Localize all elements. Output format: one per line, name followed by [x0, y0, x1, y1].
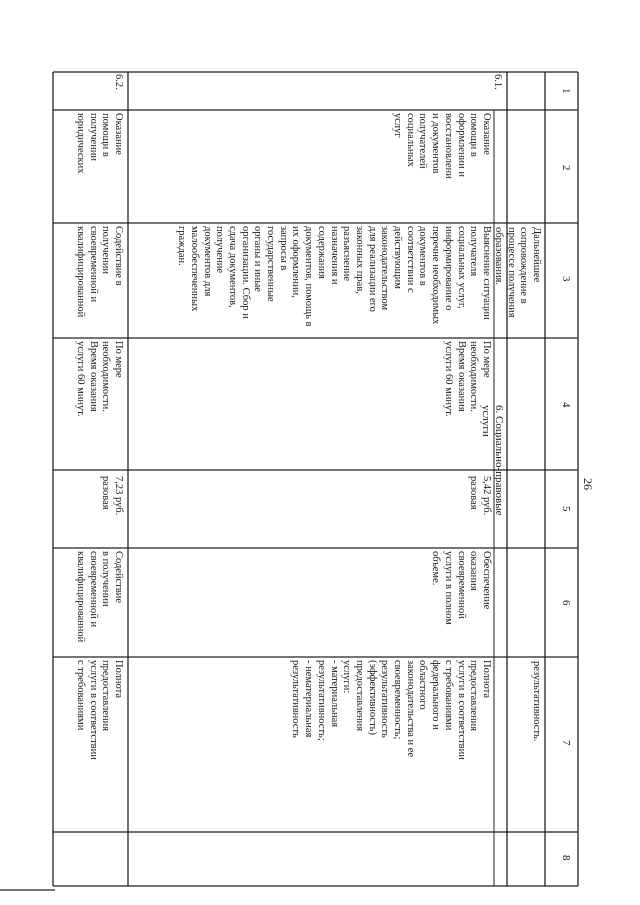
row-6-2-schedule: По мере необходимости. Время оказания услуги 60 минут. [74, 341, 124, 417]
row-6-2-conditions: Содействие в получении своевременной и квалифицированной [74, 551, 124, 643]
row-6-1-description: Выяснение ситуации получателя социальных услуг, информирование о перечне необходимых документов в соответствии с действующим законодательством для реализации его законных прав, разъяснение назначения и содержания документов, помощь в их оформлении, запросы в государственные органы и иные организации. Сбор и сдача документов, получение документов для малообеспеченных граждан. [176, 226, 492, 327]
section-title: 6. Социально-правовые услуги [480, 405, 505, 516]
row-6-1-conditions: Обеспечение оказания своевременной услуги в полном объеме. [430, 551, 492, 625]
column-number-3: 3 [560, 276, 572, 282]
row-6-2-price: 7,23 руб. разовая [100, 476, 124, 516]
row-6-2-service: Оказание помощи в получении юридических [74, 113, 124, 174]
column-number-2: 2 [560, 165, 572, 171]
row-6-2-quality: Полнота предоставления услуги в соответствии с требованиями [74, 660, 124, 760]
row-6-2-description: Содействие в получении своевременной и квалифицированной [74, 226, 124, 318]
row-6-1-schedule: По мере необходимости. Время оказания услуги 60 минут. [442, 341, 492, 417]
column-number-8: 8 [560, 855, 572, 861]
column-number-1: 1 [560, 88, 572, 94]
column-number-6: 6 [560, 600, 572, 606]
row-6-1-quality: Полнота предоставления услуги в соответствии с требованиями федерального и областного законодательства и ее своевременность; результативность (эффективность) предоставления услуги: - материальная результативность; - нематериальная результативность [290, 660, 492, 760]
prev-row-quality: результативность. [531, 661, 542, 742]
column-number-7: 7 [560, 740, 572, 746]
prev-row-description: Дальнейшее сопровождение в процессе получения образования. [492, 227, 542, 318]
page-number: 26 [581, 478, 595, 490]
row-6-1-price: 5,42 руб. разовая [468, 476, 492, 516]
row-6-2-number: 6.2. [113, 74, 124, 90]
row-6-1-number: 6.1. [492, 74, 503, 90]
column-number-5: 5 [560, 506, 572, 512]
column-number-4: 4 [560, 402, 572, 408]
row-6-1-service: Оказание помощи в оформлении и восстановлени и документов получателей социальных услуг [392, 113, 492, 179]
